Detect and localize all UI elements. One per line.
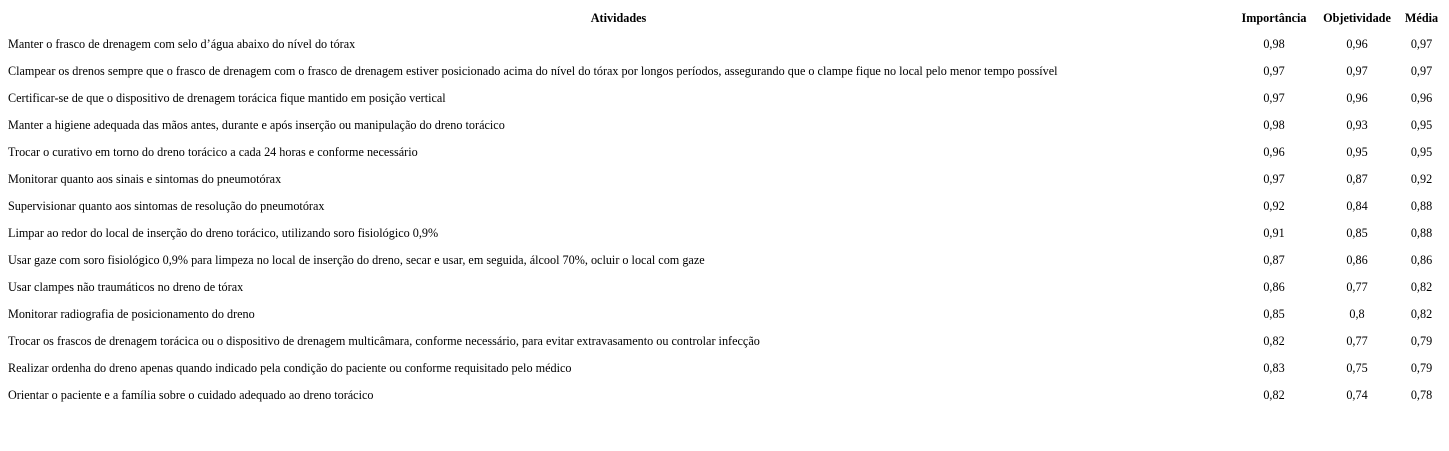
table-row [4,355,1444,382]
activity-cell: Supervisionar quanto aos sintomas de resolução do pneumotórax [8,199,325,213]
importance-cell: 0,86 [1263,280,1285,294]
mean-cell: 0,79 [1410,334,1433,348]
activity-cell: Realizar ordenha do dreno apenas quando indicado pela condição do paciente ou conforme requisitado pelo médico [8,361,572,375]
activity-cell: Trocar os frascos de drenagem torácica ou o dispositivo de drenagem multicâmara, conforme necessário, para evitar extravasamento ou controlar infecção [8,334,760,348]
objectivity-cell: 0,87 [1346,172,1368,186]
objectivity-cell: 0,96 [1346,91,1368,105]
mean-cell: 0,82 [1410,307,1433,321]
table-row [4,274,1444,301]
importance-cell: 0,97 [1263,64,1285,78]
table-row [4,58,1444,85]
importance-cell: 0,85 [1263,307,1285,321]
header-objectivity: Objetividade [1323,10,1391,25]
objectivity-cell: 0,74 [1346,388,1368,402]
activities-table [4,5,1444,409]
objectivity-cell: 0,85 [1346,226,1368,240]
header-activities: Atividades [590,10,647,25]
activity-cell: Trocar o curativo em torno do dreno torácico a cada 24 horas e conforme necessário [8,145,418,159]
objectivity-cell: 0,75 [1346,361,1368,375]
importance-cell: 0,92 [1263,199,1285,213]
mean-cell: 0,88 [1410,199,1433,213]
objectivity-cell: 0,77 [1346,280,1368,294]
activity-cell: Usar gaze com soro fisiológico 0,9% para limpeza no local de inserção do dreno, secar e usar, em seguida, álcool 70%, ocluir o local com gaze [8,253,705,267]
activity-cell: Manter o frasco de drenagem com selo d’água abaixo do nível do tórax [8,37,356,51]
activity-cell: Orientar o paciente e a família sobre o cuidado adequado ao dreno torácico [8,388,374,402]
objectivity-cell: 0,97 [1346,64,1368,78]
table-row [4,220,1444,247]
table-row [4,31,1444,58]
importance-cell: 0,91 [1263,226,1285,240]
table-row [4,85,1444,112]
table-row [4,112,1444,139]
header-row [4,5,1444,31]
mean-cell: 0,97 [1410,37,1433,51]
mean-cell: 0,88 [1410,226,1433,240]
table-body [4,31,1444,409]
mean-cell: 0,79 [1410,361,1433,375]
importance-cell: 0,98 [1263,118,1285,132]
activity-cell: Monitorar quanto aos sinais e sintomas do pneumotórax [8,172,282,186]
activity-cell: Certificar-se de que o dispositivo de drenagem torácica fique mantido em posição vertical [8,91,446,105]
objectivity-cell: 0,96 [1346,37,1368,51]
mean-cell: 0,86 [1410,253,1433,267]
importance-cell: 0,97 [1263,91,1285,105]
table-row [4,301,1444,328]
activity-cell: Limpar ao redor do local de inserção do dreno torácico, utilizando soro fisiológico 0,9% [8,226,439,240]
header-mean: Média [1404,10,1439,25]
activity-cell: Monitorar radiografia de posicionamento do dreno [8,307,255,321]
table-header [4,5,1444,31]
header-importance: Importância [1241,10,1307,25]
mean-cell: 0,95 [1410,118,1433,132]
importance-cell: 0,96 [1263,145,1285,159]
mean-cell: 0,92 [1410,172,1433,186]
objectivity-cell: 0,86 [1346,253,1368,267]
table-row [4,382,1444,409]
importance-cell: 0,83 [1263,361,1285,375]
importance-cell: 0,82 [1263,334,1285,348]
objectivity-cell: 0,93 [1346,118,1368,132]
importance-cell: 0,87 [1263,253,1285,267]
objectivity-cell: 0,84 [1346,199,1368,213]
table-row [4,193,1444,220]
table-row [4,328,1444,355]
mean-cell: 0,97 [1410,64,1433,78]
importance-cell: 0,98 [1263,37,1285,51]
table-row [4,247,1444,274]
table-row [4,139,1444,166]
table-row [4,166,1444,193]
objectivity-cell: 0,77 [1346,334,1368,348]
activity-cell: Usar clampes não traumáticos no dreno de tórax [8,280,244,294]
activities-table-container [4,5,1444,409]
mean-cell: 0,82 [1410,280,1433,294]
mean-cell: 0,78 [1410,388,1433,402]
importance-cell: 0,82 [1263,388,1285,402]
objectivity-cell: 0,8 [1349,307,1365,321]
activity-cell: Clampear os drenos sempre que o frasco de drenagem com o frasco de drenagem estiver posicionado acima do nível do tórax por longos períodos, assegurando que o clampe fique no local pelo menor tempo possível [8,64,1058,78]
activity-cell: Manter a higiene adequada das mãos antes, durante e após inserção ou manipulação do dreno torácico [8,118,505,132]
mean-cell: 0,95 [1410,145,1433,159]
importance-cell: 0,97 [1263,172,1285,186]
objectivity-cell: 0,95 [1346,145,1368,159]
mean-cell: 0,96 [1410,91,1433,105]
